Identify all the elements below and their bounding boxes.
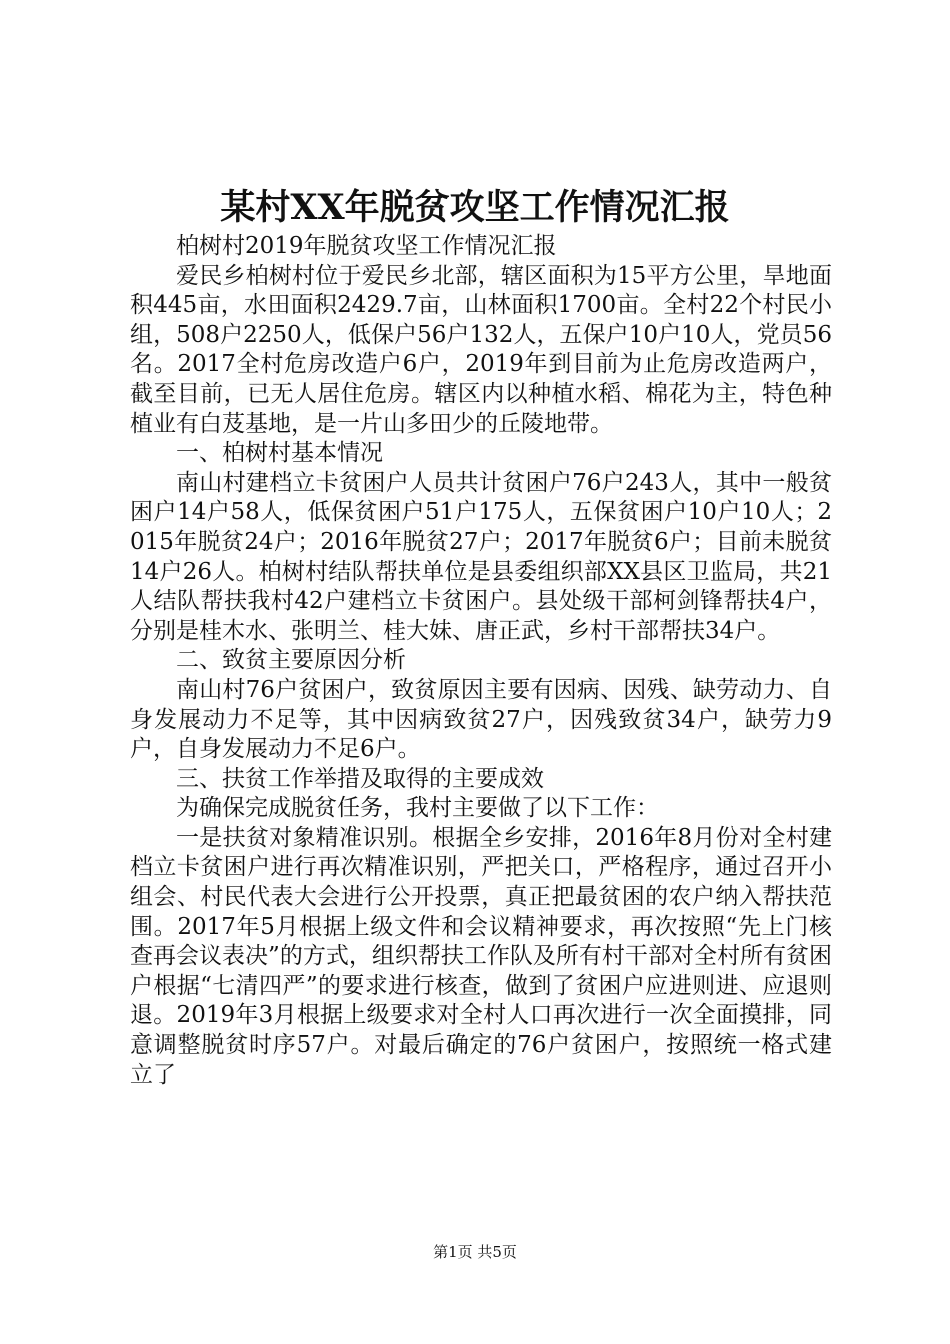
page-footer: 第1页 共5页	[433, 1243, 517, 1261]
section-heading-poverty-causes: 二、致贫主要原因分析	[176, 647, 406, 674]
paragraph-subtitle: 柏树村2019年脱贫攻坚工作情况汇报	[176, 233, 557, 259]
paragraph-poverty-causes: 南山村76户贫困户，致贫原因主要有因病、因残、缺劳动力、自身发展动力不足等，其中因病致贫27户，因残致贫34户，缺劳力9户，自身发展动力不足6户。	[130, 676, 832, 763]
document-title: 某村XX年脱贫攻坚工作情况汇报	[220, 187, 730, 228]
paragraph-village-overview: 爱民乡柏树村位于爱民乡北部，辖区面积为15平方公里，旱地面积445亩，水田面积2429.7亩，山林面积1700亩。全村22个村民小组，508户2250人，低保户56户132人，五保户10户10人，党员56名。2017全村危房改造户6户，2019年到目前为止危房改造两户，截至目前，已无人居住危房。辖区内以种植水稻、棉花为主，特色种植业有白芨基地，是一片山多田少的丘陵地带。	[130, 262, 832, 437]
document-body	[130, 232, 832, 1090]
paragraph-measures-intro: 为确保完成脱贫任务，我村主要做了以下工作：	[176, 795, 659, 822]
section-heading-basic-situation: 一、柏树村基本情况	[176, 440, 383, 467]
paragraph-precise-identification: 一是扶贫对象精准识别。根据全乡安排，2016年8月份对全村建档立卡贫困户进行再次精准识别，严把关口，严格程序，通过召开小组会、村民代表大会进行公开投票，真正把最贫困的农户纳入帮扶范围。2017年5月根据上级文件和会议精神要求，再次按照“先上门核查再会议表决”的方式，组织帮扶工作队及所有村干部对全村所有贫困户根据“七清四严”的要求进行核查，做到了贫困户应进则进、应退则退。2019年3月根据上级要求对全村人口再次进行一次全面摸排，同意调整脱贫时序57户。对最后确定的76户贫困户，按照统一格式建立了	[130, 824, 832, 1088]
paragraph-basic-situation: 南山村建档立卡贫困户人员共计贫困户76户243人，其中一般贫困户14户58人，低保贫困户51户175人，五保贫困户10户10人；2015年脱贫24户；2016年脱贫27户；2017年脱贫6户；目前未脱贫14户26人。柏树村结队帮扶单位是县委组织部XX县区卫监局，共21人结队帮扶我村42户建档立卡贫困户。县处级干部柯剑锋帮扶4户，分别是桂木水、张明兰、桂大妹、唐正武，乡村干部帮扶34户。	[130, 469, 832, 644]
section-heading-measures: 三、扶贫工作举措及取得的主要成效	[176, 765, 544, 792]
